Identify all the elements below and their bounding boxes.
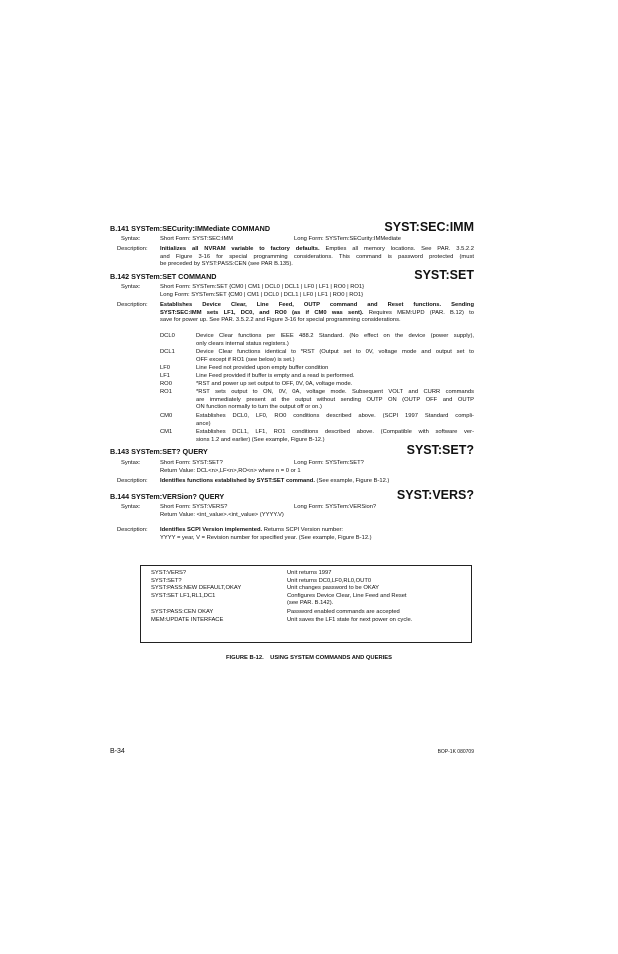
option-key: CM0 bbox=[160, 413, 173, 419]
option-desc: are immediately present at the output without sending OUTP ON (OUTP OFF and OUTP bbox=[196, 396, 474, 403]
option-key: DCL0 bbox=[160, 333, 175, 339]
syntax-label: Syntax: bbox=[121, 284, 141, 290]
example-command: SYST:SET? bbox=[151, 577, 182, 584]
description-line: save for power up. See PAR. 3.5.2.2 and Figure 3-16 for special programming considerations. bbox=[160, 317, 401, 323]
description-text: Requires MEM:UPD (PAR. B.12) to bbox=[363, 309, 474, 316]
description-line: and Figure 3-16 for special programming considerations. This command is password protected (must bbox=[160, 253, 474, 260]
long-form: Long Form: SYSTem:SECurity:IMMediate bbox=[294, 236, 401, 242]
syntax-label: Syntax: bbox=[121, 504, 141, 510]
section-title: B.141 SYSTem:SECurity:IMMediate COMMAND bbox=[110, 224, 271, 233]
example-result: (see PAR. B.142). bbox=[287, 600, 334, 606]
section-b141-heading bbox=[110, 218, 474, 234]
figure-caption: FIGURE B-12. USING SYSTEM COMMANDS AND QUERIES bbox=[226, 655, 392, 661]
example-command: SYST:VERS? bbox=[151, 570, 187, 576]
option-key: DCL1 bbox=[160, 349, 175, 355]
section-title: B.142 SYSTem:SET COMMAND bbox=[110, 272, 217, 281]
description-line: be preceded by SYST:PASS:CEN (see PAR B.135). bbox=[160, 261, 293, 267]
long-form: Long Form: SYSTem:SET {CM0 | CM1 | DCL0 | DCL1 | LF0 | LF1 | RO0 | RO1} bbox=[160, 292, 364, 298]
section-title: B.143 SYSTem:SET? QUERY bbox=[110, 447, 208, 456]
option-desc: sions 1.2 and earlier) (See example, Figure B-12.) bbox=[196, 436, 325, 443]
short-form: Short Form: SYST:SET? bbox=[160, 460, 223, 466]
example-result: Unit changes password to be OKAY bbox=[287, 585, 380, 591]
description-bold: SYST:SEC:IMM sets LF1, DC0, and RO0 (as if CM0 was sent). bbox=[160, 309, 364, 316]
description-bold: Identifies functions established by SYST:SET command. bbox=[160, 478, 315, 484]
return-value: Return Value: DCL<n>,LF<n>,RO<n> where n = 0 or 1 bbox=[160, 468, 301, 474]
section-command: SYST:SET bbox=[414, 268, 474, 282]
option-desc: OFF except if RO1 (see below) is set.) bbox=[196, 356, 295, 363]
example-command: MEM:UPDATE INTERFACE bbox=[151, 616, 224, 623]
example-command: SYST:PASS:CEN OKAY bbox=[151, 609, 214, 615]
option-key: LF0 bbox=[160, 365, 170, 371]
description-line bbox=[160, 527, 343, 535]
description-line bbox=[160, 246, 474, 254]
section-command: SYST:SET? bbox=[406, 443, 474, 457]
description-bold: Identifies SCPI Version implemented. bbox=[160, 527, 263, 533]
option-desc: ON function normally to turn the output off or on.) bbox=[196, 404, 322, 410]
option-key: CM1 bbox=[160, 429, 173, 435]
document-id: BOP-1K 080709 bbox=[437, 749, 474, 755]
description-text: Empties all memory locations. See PAR. 3.5.2.2 bbox=[319, 246, 474, 252]
section-command: SYST:VERS? bbox=[396, 488, 474, 502]
example-command: SYST:PASS:NEW DEFAULT,OKAY bbox=[151, 585, 242, 591]
option-desc: Establishes DCL1, LF1, RO1 conditions described above. (Compatible with software ver- bbox=[196, 429, 474, 435]
short-form: Short Form: SYST:VERS? bbox=[160, 504, 228, 510]
section-b144-heading bbox=[110, 486, 474, 502]
option-desc: *RST sets output to ON, 0V, 0A, voltage mode. Subsequent VOLT and CURR commands bbox=[196, 389, 474, 395]
option-desc: Line Feed provided if buffer is empty and a read is performed. bbox=[196, 373, 355, 379]
description-bold: Initializes all NVRAM variable to factory defaults. bbox=[160, 246, 320, 252]
syntax-label: Syntax: bbox=[121, 460, 141, 466]
description-label: Description: bbox=[117, 478, 148, 484]
example-result: Unit returns DC0,LF0,RL0,OUT0 bbox=[287, 577, 372, 584]
description-line bbox=[160, 310, 474, 318]
option-desc: Line Feed not provided upon empty buffer condition bbox=[196, 365, 329, 371]
description-label: Description: bbox=[117, 527, 148, 533]
syntax-label: Syntax: bbox=[121, 236, 141, 242]
example-command: SYST:SET LF1,RL1,DC1 bbox=[151, 592, 216, 599]
section-b143-heading bbox=[110, 441, 474, 457]
example-result: Unit saves the LF1 state for next power on cycle. bbox=[287, 616, 413, 623]
short-form: Short Form: SYSTem:SET {CM0 | CM1 | DCL0 | DCL1 | LF0 | LF1 | RO0 | RO1} bbox=[160, 284, 365, 290]
example-result: Password enabled commands are accepted bbox=[287, 609, 400, 615]
option-desc: Establishes DCL0, LF0, RO0 conditions described above. (SCPI 1997 Standard compli- bbox=[196, 413, 474, 419]
option-desc: Device Clear functions per IEEE 488.2 Standard. (No effect on the device (power supply), bbox=[196, 333, 474, 339]
description-text: Returns SCPI Version number: bbox=[262, 527, 343, 533]
return-value: Return Value: <int_value>.<int_value> (YYYY.V) bbox=[160, 512, 284, 518]
long-form: Long Form: SYSTem:VERSion? bbox=[294, 504, 377, 510]
example-result: Configures Device Clear, Line Feed and Reset bbox=[287, 592, 407, 599]
section-b142-heading bbox=[110, 266, 474, 282]
figure-b12-box bbox=[140, 565, 472, 643]
description-label: Description: bbox=[117, 302, 148, 308]
option-key: RO0 bbox=[160, 381, 172, 387]
option-desc: Device Clear functions identical to *RST (Output set to 0V, voltage mode and output set to bbox=[196, 349, 474, 355]
page-number: B-34 bbox=[110, 748, 125, 755]
option-key: LF1 bbox=[160, 373, 170, 379]
description-line: Establishes Device Clear, Line Feed, OUTP command and Reset functions. Sending bbox=[160, 302, 474, 308]
option-desc: *RST and power up set output to OFF, 0V, 0A, voltage mode. bbox=[196, 381, 353, 387]
option-key: RO1 bbox=[160, 389, 172, 395]
description-label: Description: bbox=[117, 246, 148, 252]
example-result: Unit returns 1997 bbox=[287, 570, 332, 576]
description-text: (See example, Figure B-12.) bbox=[314, 478, 390, 484]
description-line bbox=[160, 478, 389, 486]
option-desc: ance) bbox=[196, 420, 211, 427]
description-line: YYYY = year, V = Revision number for specified year. (See example, Figure B-12.) bbox=[160, 535, 372, 541]
short-form: Short Form: SYST:SEC:IMM bbox=[160, 236, 234, 242]
section-title: B.144 SYSTem:VERSion? QUERY bbox=[110, 492, 225, 501]
option-desc: only clears internal status registers.) bbox=[196, 340, 289, 347]
section-command: SYST:SEC:IMM bbox=[384, 220, 474, 234]
long-form: Long Form: SYSTem:SET? bbox=[294, 460, 364, 466]
